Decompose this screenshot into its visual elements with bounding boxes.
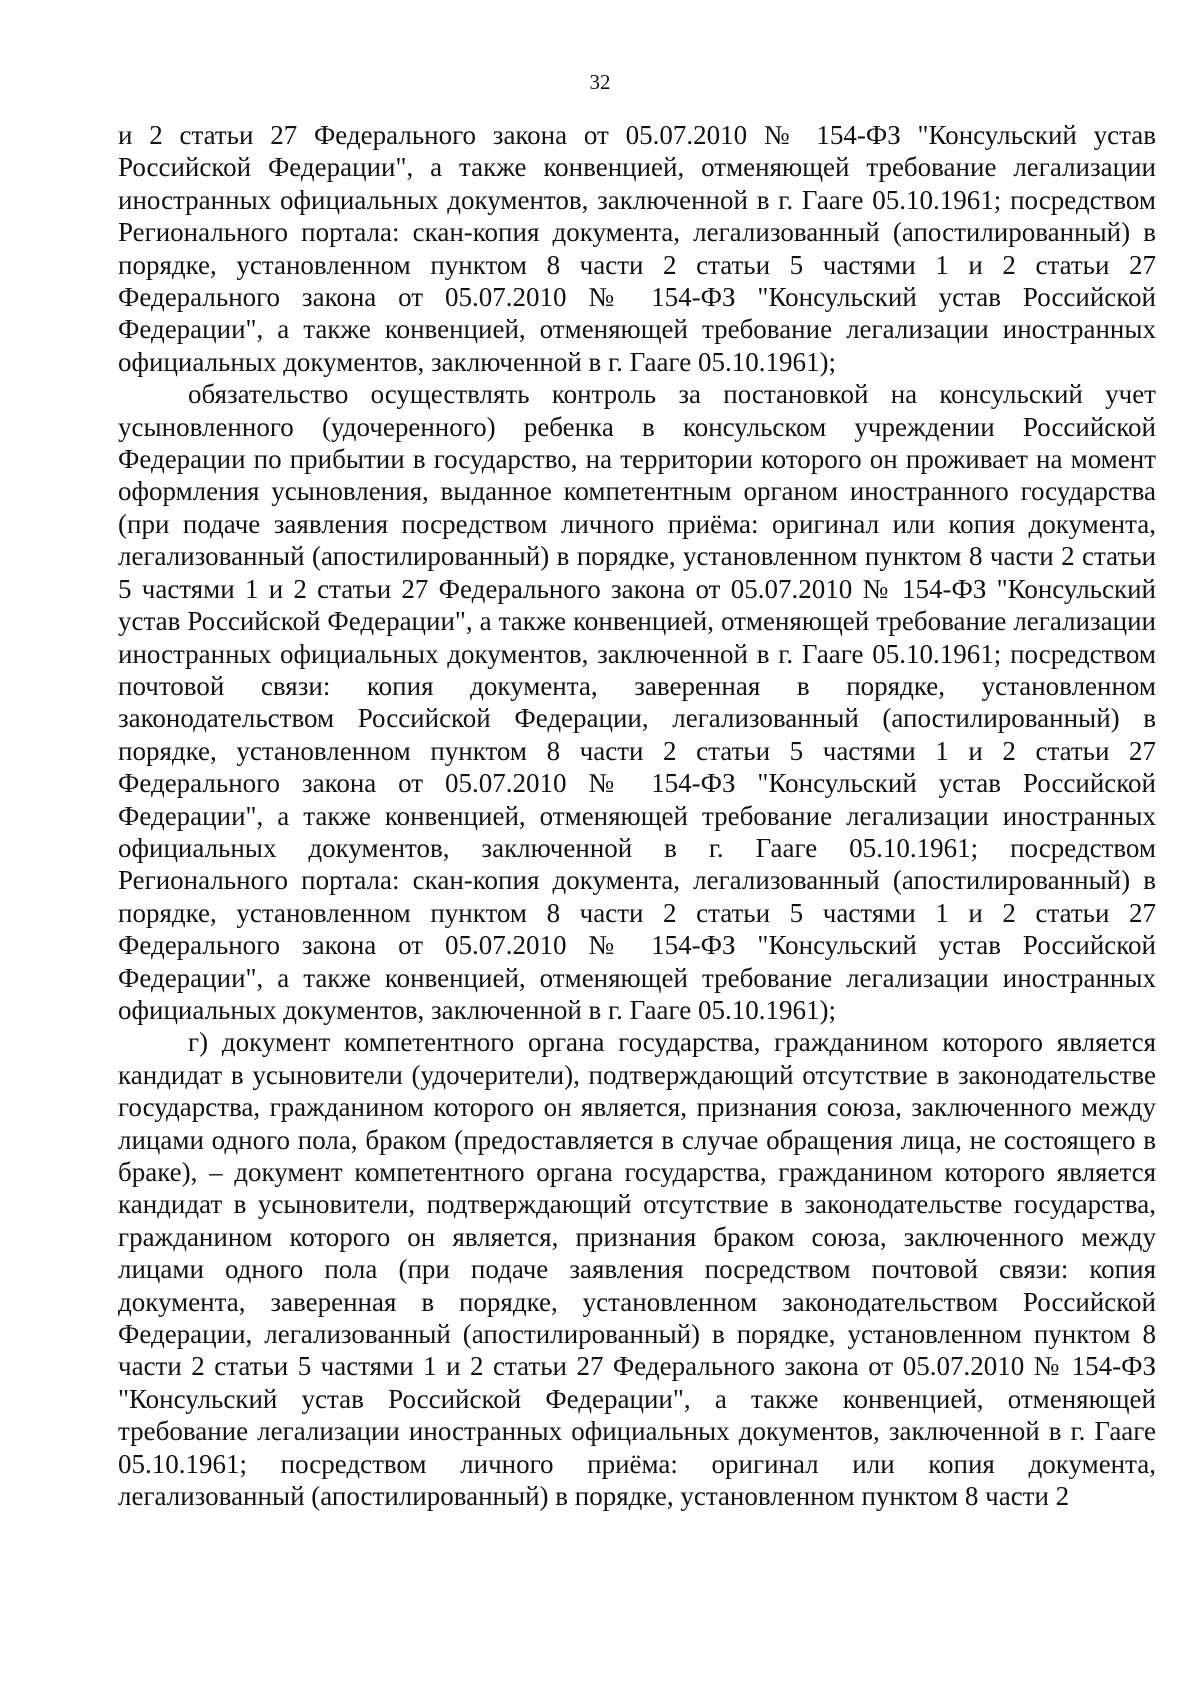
page-number: 32	[589, 70, 611, 94]
document-body	[118, 119, 1156, 1512]
paragraph-continuation: и 2 статьи 27 Федерального закона от 05.07.2010 № 154-ФЗ "Консульский устав Российской Федерации", а также конвенцией, отменяющей требование легализации иностранных официальных документов, заключенной в г. Гааге 05.10.1961; посредством Регионального портала: скан-копия документа, легализованный (апостилированный) в порядке, установленном пунктом 8 части 2 статьи 5 частями 1 и 2 статьи 27 Федерального закона от 05.07.2010 № 154-ФЗ "Консульский устав Российской Федерации", а также конвенцией, отменяющей требование легализации иностранных официальных документов, заключенной в г. Гааге 05.10.1961);	[118, 120, 1156, 377]
paragraph-consular-registration-obligation: обязательство осуществлять контроль за постановкой на консульский учет усыновленного (удочеренного) ребенка в консульском учреждении Российской Федерации по прибытии в государство, на территории которого он проживает на момент оформления усыновления, выданное компетентным органом иностранного государства (при подаче заявления посредством личного приёма: оригинал или копия документа, легализованный (апостилированный) в порядке, установленном пунктом 8 части 2 статьи 5 частями 1 и 2 статьи 27 Федерального закона от 05.07.2010 № 154-ФЗ "Консульский устав Российской Федерации", а также конвенцией, отменяющей требование легализации иностранных официальных документов, заключенной в г. Гааге 05.10.1961; посредством почтовой связи: копия документа, заверенная в порядке, установленном законодательством Российской Федерации, легализованный (апостилированный) в порядке, установленном пунктом 8 части 2 статьи 5 частями 1 и 2 статьи 27 Федерального закона от 05.07.2010 № 154-ФЗ "Консульский устав Российской Федерации", а также конвенцией, отменяющей требование легализации иностранных официальных документов, заключенной в г. Гааге 05.10.1961; посредством Регионального портала: скан-копия документа, легализованный (апостилированный) в порядке, установленном пунктом 8 части 2 статьи 5 частями 1 и 2 статьи 27 Федерального закона от 05.07.2010 № 154-ФЗ "Консульский устав Российской Федерации", а также конвенцией, отменяющей требование легализации иностранных официальных документов, заключенной в г. Гааге 05.10.1961);	[118, 379, 1156, 1025]
paragraph-item-g: г) документ компетентного органа государства, гражданином которого является кандидат в усыновители (удочерители), подтверждающий отсутствие в законодательстве государства, гражданином которого он является, признания союза, заключенного между лицами одного пола, браком (предоставляется в случае обращения лица, не состоящего в браке), – документ компетентного органа государства, гражданином которого является кандидат в усыновители, подтверждающий отсутствие в законодательстве государства, гражданином которого он является, признания браком союза, заключенного между лицами одного пола (при подаче заявления посредством почтовой связи: копия документа, заверенная в порядке, установленном законодательством Российской Федерации, легализованный (апостилированный) в порядке, установленном пунктом 8 части 2 статьи 5 частями 1 и 2 статьи 27 Федерального закона от 05.07.2010 № 154-ФЗ "Консульский устав Российской Федерации", а также конвенцией, отменяющей требование легализации иностранных официальных документов, заключенной в г. Гааге 05.10.1961; посредством личного приёма: оригинал или копия документа, легализованный (апостилированный) в порядке, установленном пунктом 8 части 2	[118, 1027, 1156, 1512]
